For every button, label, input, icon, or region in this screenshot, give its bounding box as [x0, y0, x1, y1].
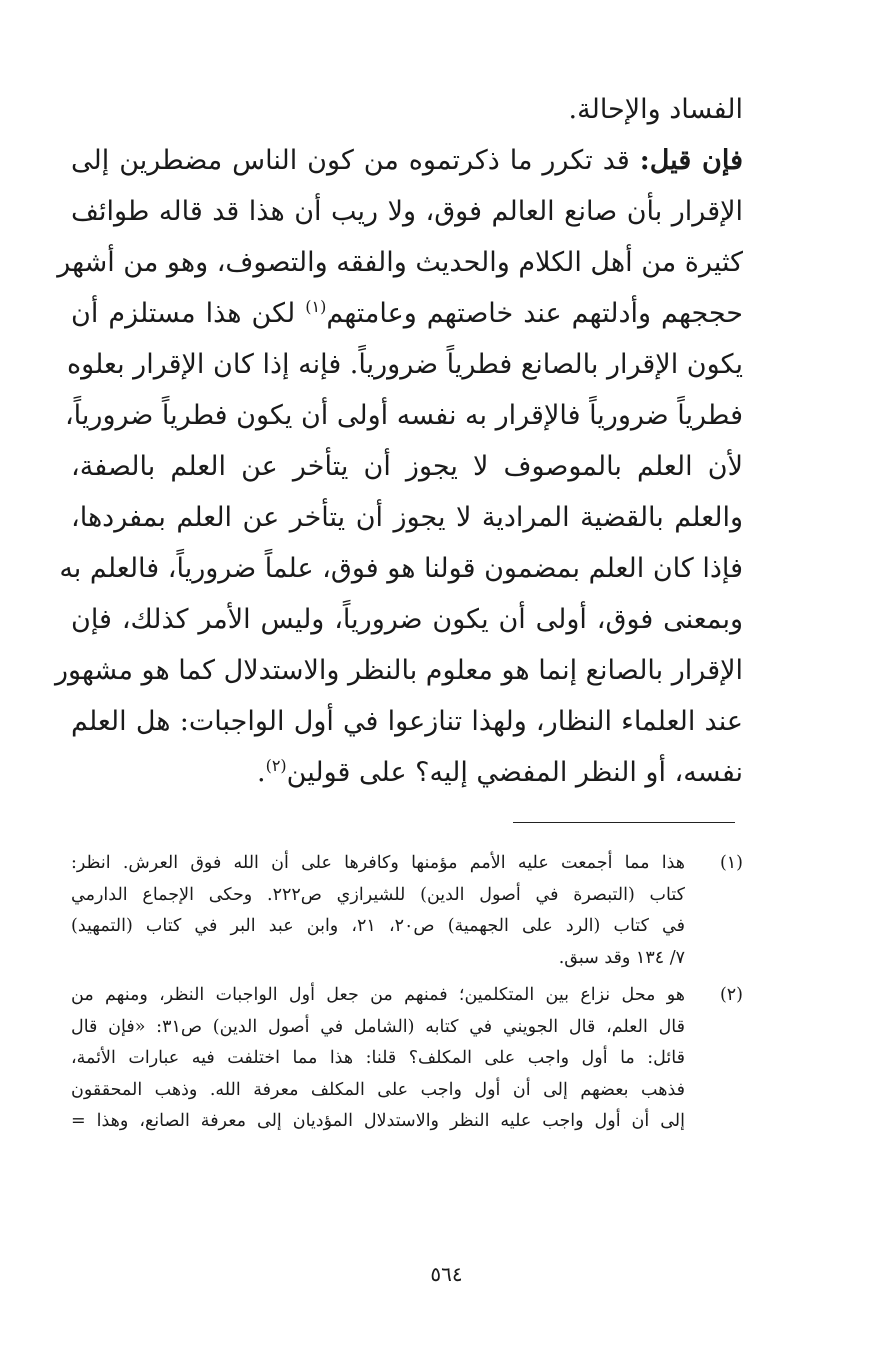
text-line-14-start: نفسه، أو النظر المفضي إليه؟ على قولين	[286, 757, 743, 788]
footnote-line: إلى أن أول واجب عليه النظر والاستدلال المؤديان إلى معرفة الصانع، وهذا =	[71, 1111, 685, 1131]
text-line-14	[71, 747, 743, 798]
footnote-line: قال العلم، قال الجويني في كتابه (الشامل في أصول الدين) ص٣١: «فإن قال	[71, 1016, 685, 1037]
text-line-6: يكون الإقرار بالصانع فطرياً ضرورياً. فإنه إذا كان الإقرار بعلوه	[67, 349, 743, 380]
footnote-1	[71, 848, 743, 974]
text-line-5-start: حججهم وأدلتهم عند خاصتهم وعامتهم	[326, 298, 743, 329]
text-line-5	[71, 288, 743, 339]
text-line-7: فطرياً ضرورياً فالإقرار به نفسه أولى أن يكون فطرياً ضرورياً،	[64, 400, 743, 431]
page-number: ٥٦٤	[430, 1262, 463, 1286]
main-text	[54, 84, 743, 798]
text-line-5-end: لكن هذا مستلزم أن	[71, 298, 296, 329]
text-line-10: فإذا كان العلم بمضمون قولنا هو فوق، علماً ضرورياً، فالعلم به	[59, 553, 743, 584]
footnote-separator	[513, 822, 735, 823]
text-line-1: الفساد والإحالة.	[568, 94, 743, 125]
text-line-8: لأن العلم بالموصوف لا يجوز أن يتأخر عن العلم بالصفة،	[71, 451, 743, 482]
footnote-line: في كتاب (الرد على الجهمية) ص٢٠، ٢١، وابن عبد البر في كتاب (التمهيد)	[71, 916, 685, 936]
footnote-line: فذهب بعضهم إلى أن أول واجب على المكلف معرفة الله. وذهب المحققون	[71, 1079, 685, 1100]
footnote-ref-2[interactable]: (٢)	[265, 756, 287, 775]
end-dot: .	[256, 757, 266, 788]
footnote-line: هو محل نزاع بين المتكلمين؛ فمنهم من جعل أول الواجبات النظر، ومنهم من	[71, 985, 685, 1005]
text-line-2-rest: قد تكرر ما ذكرتموه من كون الناس مضطرين إلى	[71, 145, 630, 176]
text-line-4: كثيرة من أهل الكلام والحديث والفقه والتصوف، وهو من أشهر	[57, 247, 743, 278]
footnotes	[71, 848, 743, 1144]
text-line-12: الإقرار بالصانع إنما هو معلوم بالنظر والاستدلال كما هو مشهور	[54, 655, 743, 686]
lead-phrase: فإن قيل:	[639, 145, 743, 176]
footnote-ref-1[interactable]: (١)	[305, 297, 327, 316]
text-line-13: عند العلماء النظار، ولهذا تنازعوا في أول الواجبات: هل العلم	[71, 706, 743, 737]
text-line-3: الإقرار بأن صانع العالم فوق، ولا ريب أن هذا قد قاله طوائف	[71, 196, 743, 227]
footnote-line: هذا مما أجمعت عليه الأمم مؤمنها وكافرها على أن الله فوق العرش. انظر:	[71, 853, 685, 873]
footnote-line: قائل: ما أول واجب على المكلف؟ قلنا: هذا مما اختلفت فيه عبارات الأئمة،	[71, 1048, 685, 1068]
text-line-9: والعلم بالقضية المرادية لا يجوز أن يتأخر عن العلم بمفردها،	[71, 502, 743, 533]
footnote-number: (٢)	[719, 985, 743, 1005]
text-line-11: وبمعنى فوق، أولى أن يكون ضرورياً، وليس الأمر كذلك، فإن	[71, 604, 743, 635]
footnote-2	[71, 980, 743, 1138]
footnote-line: ٧/ ١٣٤ وقد سبق.	[558, 947, 685, 968]
footnote-number: (١)	[719, 853, 743, 873]
footnote-line: كتاب (التبصرة في أصول الدين) للشيرازي ص٢٢٢. وحكى الإجماع الدارمي	[71, 884, 685, 905]
text-line-2	[71, 135, 743, 186]
